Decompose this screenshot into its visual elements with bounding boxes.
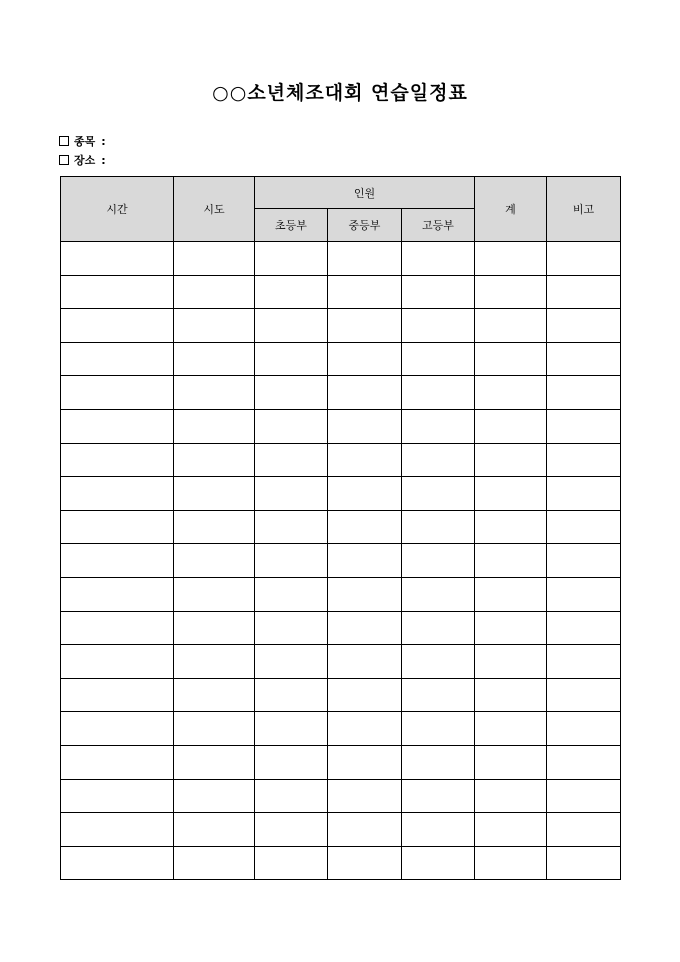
table-row <box>61 443 621 477</box>
schedule-body <box>61 242 621 880</box>
high-school-cell[interactable] <box>402 712 475 746</box>
high-school-cell[interactable] <box>402 779 475 813</box>
remarks-cell[interactable] <box>547 242 621 276</box>
total-cell[interactable] <box>475 510 547 544</box>
table-row <box>61 376 621 410</box>
time-header: 시간 <box>61 177 174 242</box>
middle-school-cell[interactable] <box>328 376 402 410</box>
venue-colon: : <box>101 153 106 167</box>
province-cell[interactable] <box>174 712 255 746</box>
elementary-cell[interactable] <box>255 745 328 779</box>
province-cell[interactable] <box>174 309 255 343</box>
time-cell[interactable] <box>61 510 174 544</box>
high-school-cell[interactable] <box>402 376 475 410</box>
remarks-cell[interactable] <box>547 309 621 343</box>
checkbox-icon[interactable] <box>59 155 69 165</box>
middle-school-cell[interactable] <box>328 443 402 477</box>
time-cell[interactable] <box>61 275 174 309</box>
middle-school-cell[interactable] <box>328 242 402 276</box>
total-cell[interactable] <box>475 779 547 813</box>
total-cell[interactable] <box>475 242 547 276</box>
time-cell[interactable] <box>61 577 174 611</box>
venue-label: 장소 <box>74 154 96 167</box>
total-cell[interactable] <box>475 745 547 779</box>
remarks-cell[interactable] <box>547 779 621 813</box>
table-row <box>61 712 621 746</box>
high-school-cell[interactable] <box>402 309 475 343</box>
high-school-cell[interactable] <box>402 611 475 645</box>
total-cell[interactable] <box>475 846 547 880</box>
high-school-cell[interactable] <box>402 443 475 477</box>
high-school-cell[interactable] <box>402 544 475 578</box>
province-cell[interactable] <box>174 745 255 779</box>
elementary-cell[interactable] <box>255 275 328 309</box>
total-cell[interactable] <box>475 678 547 712</box>
elementary-cell[interactable] <box>255 678 328 712</box>
province-cell[interactable] <box>174 645 255 679</box>
elementary-cell[interactable] <box>255 611 328 645</box>
elementary-cell[interactable] <box>255 242 328 276</box>
province-cell[interactable] <box>174 376 255 410</box>
table-row <box>61 846 621 880</box>
remarks-cell[interactable] <box>547 342 621 376</box>
province-cell[interactable] <box>174 813 255 847</box>
time-cell[interactable] <box>61 745 174 779</box>
checkbox-icon[interactable] <box>59 136 69 146</box>
elementary-cell[interactable] <box>255 779 328 813</box>
middle-school-cell[interactable] <box>328 510 402 544</box>
elementary-cell[interactable] <box>255 443 328 477</box>
province-cell[interactable] <box>174 477 255 511</box>
time-cell[interactable] <box>61 342 174 376</box>
province-cell[interactable] <box>174 409 255 443</box>
venue-field <box>59 153 112 167</box>
event-colon: : <box>101 134 106 148</box>
elementary-cell[interactable] <box>255 409 328 443</box>
table-row <box>61 577 621 611</box>
middle-school-cell[interactable] <box>328 779 402 813</box>
middle-school-cell[interactable] <box>328 544 402 578</box>
remarks-cell[interactable] <box>547 813 621 847</box>
elementary-cell[interactable] <box>255 645 328 679</box>
high-school-cell[interactable] <box>402 409 475 443</box>
total-cell[interactable] <box>475 275 547 309</box>
high-school-cell[interactable] <box>402 813 475 847</box>
time-cell[interactable] <box>61 611 174 645</box>
document-title: ○○소년체조대회 연습일정표 <box>212 82 468 104</box>
middle-school-cell[interactable] <box>328 645 402 679</box>
event-label: 종목 <box>74 135 96 148</box>
province-cell[interactable] <box>174 846 255 880</box>
middle-school-cell[interactable] <box>328 678 402 712</box>
remarks-cell[interactable] <box>547 477 621 511</box>
table-row <box>61 510 621 544</box>
high-school-cell[interactable] <box>402 846 475 880</box>
time-cell[interactable] <box>61 376 174 410</box>
table-row <box>61 779 621 813</box>
table-row <box>61 745 621 779</box>
middle-school-cell[interactable] <box>328 813 402 847</box>
high-school-cell[interactable] <box>402 577 475 611</box>
province-cell[interactable] <box>174 678 255 712</box>
remarks-cell[interactable] <box>547 745 621 779</box>
time-cell[interactable] <box>61 645 174 679</box>
table-row <box>61 409 621 443</box>
elementary-cell[interactable] <box>255 309 328 343</box>
time-cell[interactable] <box>61 779 174 813</box>
middle-school-cell[interactable] <box>328 342 402 376</box>
middle-school-cell[interactable] <box>328 577 402 611</box>
total-cell[interactable] <box>475 712 547 746</box>
elementary-cell[interactable] <box>255 477 328 511</box>
total-cell[interactable] <box>475 342 547 376</box>
table-row <box>61 611 621 645</box>
remarks-cell[interactable] <box>547 544 621 578</box>
table-row <box>61 813 621 847</box>
table-row <box>61 678 621 712</box>
total-cell[interactable] <box>475 544 547 578</box>
remarks-cell[interactable] <box>547 510 621 544</box>
middle-school-cell[interactable] <box>328 409 402 443</box>
total-cell[interactable] <box>475 376 547 410</box>
time-cell[interactable] <box>61 544 174 578</box>
middle-school-cell[interactable] <box>328 712 402 746</box>
high-school-cell[interactable] <box>402 678 475 712</box>
high-school-cell[interactable] <box>402 242 475 276</box>
province-cell[interactable] <box>174 510 255 544</box>
elementary-cell[interactable] <box>255 813 328 847</box>
province-cell[interactable] <box>174 275 255 309</box>
high-school-cell[interactable] <box>402 275 475 309</box>
elementary-header: 초등부 <box>255 209 328 242</box>
table-row <box>61 309 621 343</box>
table-row <box>61 477 621 511</box>
total-cell[interactable] <box>475 577 547 611</box>
table-row <box>61 242 621 276</box>
event-field <box>59 134 112 148</box>
remarks-cell[interactable] <box>547 678 621 712</box>
province-cell[interactable] <box>174 544 255 578</box>
remarks-cell[interactable] <box>547 712 621 746</box>
personnel-header: 인원 <box>255 177 475 209</box>
time-cell[interactable] <box>61 409 174 443</box>
middle-school-cell[interactable] <box>328 745 402 779</box>
table-row <box>61 645 621 679</box>
province-cell[interactable] <box>174 779 255 813</box>
total-cell[interactable] <box>475 813 547 847</box>
high-school-cell[interactable] <box>402 342 475 376</box>
elementary-cell[interactable] <box>255 577 328 611</box>
time-cell[interactable] <box>61 813 174 847</box>
middle-school-cell[interactable] <box>328 846 402 880</box>
elementary-cell[interactable] <box>255 342 328 376</box>
elementary-cell[interactable] <box>255 510 328 544</box>
remarks-cell[interactable] <box>547 376 621 410</box>
time-cell[interactable] <box>61 846 174 880</box>
province-cell[interactable] <box>174 611 255 645</box>
remarks-cell[interactable] <box>547 846 621 880</box>
middle-school-cell[interactable] <box>328 309 402 343</box>
remarks-cell[interactable] <box>547 443 621 477</box>
high-school-cell[interactable] <box>402 745 475 779</box>
middle-school-header: 중등부 <box>328 209 402 242</box>
time-cell[interactable] <box>61 443 174 477</box>
time-cell[interactable] <box>61 309 174 343</box>
table-row <box>61 342 621 376</box>
province-cell[interactable] <box>174 342 255 376</box>
practice-schedule-table <box>60 176 621 880</box>
high-school-cell[interactable] <box>402 510 475 544</box>
elementary-cell[interactable] <box>255 846 328 880</box>
remarks-cell[interactable] <box>547 645 621 679</box>
high-school-header: 고등부 <box>402 209 475 242</box>
high-school-cell[interactable] <box>402 645 475 679</box>
middle-school-cell[interactable] <box>328 611 402 645</box>
table-row <box>61 275 621 309</box>
elementary-cell[interactable] <box>255 712 328 746</box>
remarks-cell[interactable] <box>547 409 621 443</box>
elementary-cell[interactable] <box>255 544 328 578</box>
time-cell[interactable] <box>61 242 174 276</box>
time-cell[interactable] <box>61 678 174 712</box>
time-cell[interactable] <box>61 477 174 511</box>
province-cell[interactable] <box>174 443 255 477</box>
province-cell[interactable] <box>174 242 255 276</box>
total-header: 계 <box>475 177 547 242</box>
total-cell[interactable] <box>475 443 547 477</box>
total-cell[interactable] <box>475 409 547 443</box>
time-cell[interactable] <box>61 712 174 746</box>
province-header: 시도 <box>174 177 255 242</box>
total-cell[interactable] <box>475 309 547 343</box>
remarks-cell[interactable] <box>547 275 621 309</box>
total-cell[interactable] <box>475 645 547 679</box>
total-cell[interactable] <box>475 611 547 645</box>
remarks-header: 비고 <box>547 177 621 242</box>
elementary-cell[interactable] <box>255 376 328 410</box>
table-row <box>61 544 621 578</box>
remarks-cell[interactable] <box>547 577 621 611</box>
total-cell[interactable] <box>475 477 547 511</box>
province-cell[interactable] <box>174 577 255 611</box>
middle-school-cell[interactable] <box>328 477 402 511</box>
middle-school-cell[interactable] <box>328 275 402 309</box>
high-school-cell[interactable] <box>402 477 475 511</box>
remarks-cell[interactable] <box>547 611 621 645</box>
